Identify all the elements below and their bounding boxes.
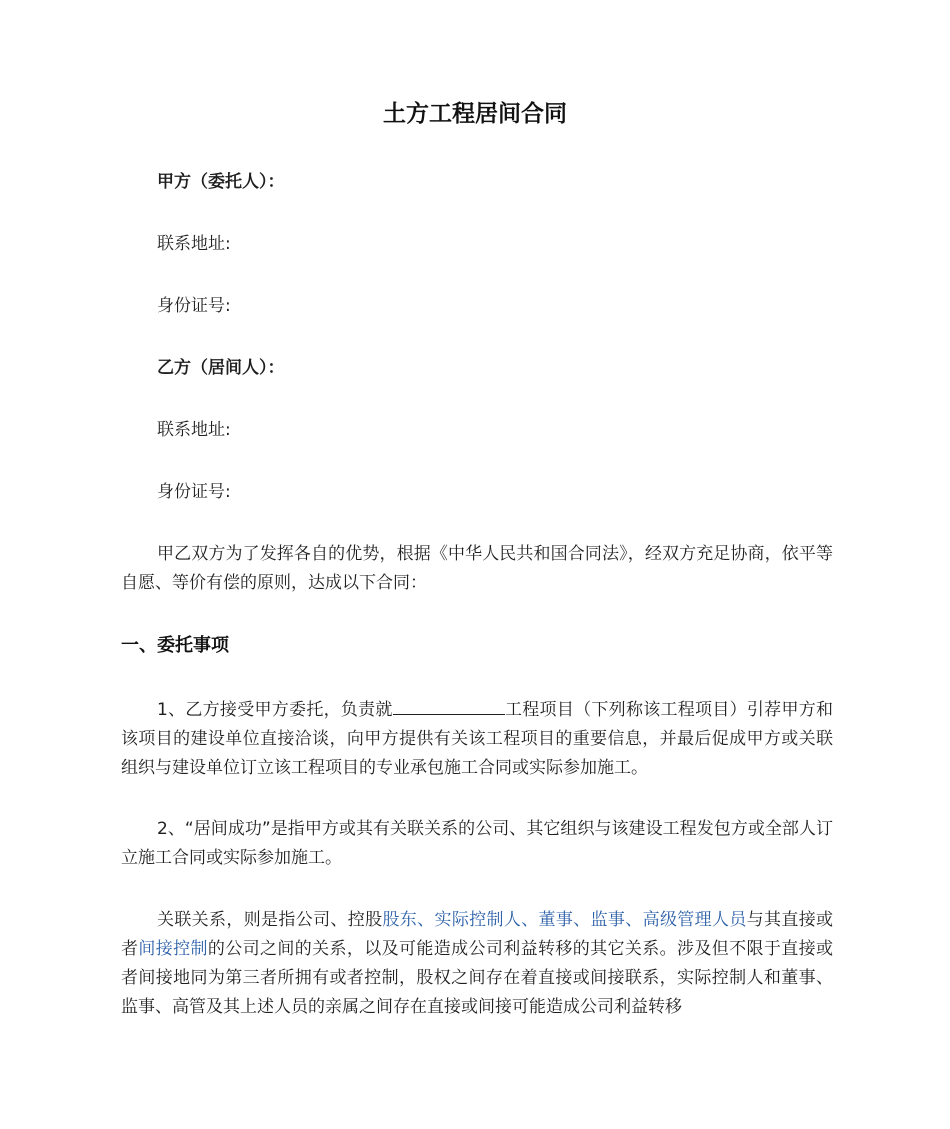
link-separator: 、: [417, 910, 435, 930]
party-b-address-label: 联系地址:: [157, 420, 231, 440]
indirect-control-link[interactable]: 间接控制: [138, 939, 208, 959]
project-name-blank: [393, 696, 505, 715]
intro-paragraph: 甲乙双方为了发挥各自的优势，根据《中华人民共和国合同法》，经双方充足协商，依平等自愿、等价有偿的原则，达成以下合同：: [121, 544, 833, 593]
senior-management-link[interactable]: 高级管理人员: [642, 910, 747, 930]
party-a-id-label: 身份证号:: [157, 296, 231, 316]
link-separator: 、: [521, 910, 539, 930]
related-text-2: 与其直接或者: [121, 910, 834, 959]
party-a-label: 甲方（委托人）：: [157, 172, 285, 192]
clause-1-text-start: 1、乙方接受甲方委托，负责就: [157, 700, 393, 720]
related-party-paragraph: [121, 906, 833, 1022]
related-text-1: 关联关系，则是指公司、控股: [157, 910, 383, 930]
shareholder-link[interactable]: 股东: [382, 910, 418, 930]
actual-controller-link[interactable]: 实际控制人: [434, 910, 522, 930]
section-heading-1: 一、委托事项: [121, 635, 229, 656]
party-b-label: 乙方（居间人）：: [157, 358, 285, 378]
director-link[interactable]: 董事: [538, 910, 574, 930]
related-text-3: 的公司之间的关系，以及可能造成公司利益转移的其它关系。涉及但不限于直接或者间接地同为第三者所拥有或者控制，股权之间存在着直接或间接联系，实际控制人和董事、监事、高管及其上述人员的亲属之间存在直接或间接可能造成公司利益转移: [121, 939, 833, 1017]
link-separator: 、: [573, 910, 591, 930]
party-a-address-label: 联系地址:: [157, 234, 231, 254]
clause-2-paragraph: 2、“居间成功”是指甲方或其有关联关系的公司、其它组织与该建设工程发包方或全部人订立施工合同或实际参加施工。: [121, 819, 833, 868]
supervisor-link[interactable]: 监事: [590, 910, 626, 930]
link-separator: 、: [625, 910, 643, 930]
clause-1-text-end: 工程项目（下列称该工程项目）引荐甲方和该项目的建设单位直接洽谈，向甲方提供有关该工程项目的重要信息，并最后促成甲方或关联组织与建设单位订立该工程项目的专业承包施工合同或实际参加施工。: [121, 700, 833, 778]
party-b-id-label: 身份证号:: [157, 482, 231, 502]
document-title: 土方工程居间合同: [383, 101, 567, 127]
clause-1-paragraph: [121, 696, 833, 783]
